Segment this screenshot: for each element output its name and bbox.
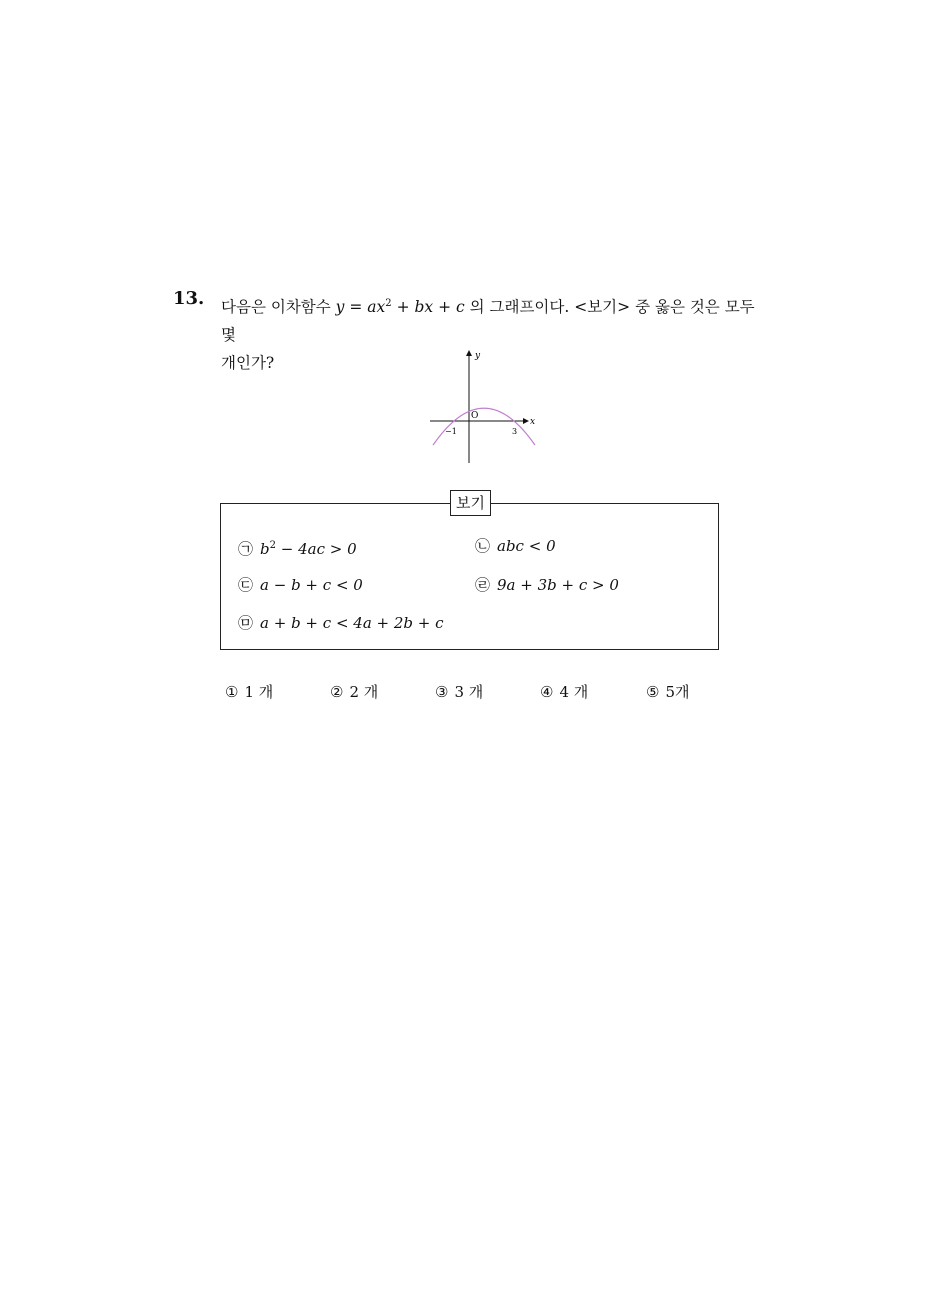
- bogi-item-2: [475, 536, 556, 556]
- item-1-sup: 2: [269, 540, 276, 551]
- parabola-graph: [420, 345, 545, 470]
- marker-rieul: ㉣: [475, 576, 491, 594]
- marker-giyeok: ㉠: [238, 540, 254, 558]
- root-left-label: −1: [445, 427, 457, 436]
- origin-label: O: [471, 411, 479, 421]
- option-2-marker: ②: [330, 683, 344, 701]
- option-3-marker: ③: [435, 683, 449, 701]
- item-4-text: 9a + 3b + c > 0: [497, 576, 619, 594]
- option-3-text: 3 개: [454, 683, 484, 701]
- bogi-item-5: [238, 613, 444, 633]
- eq-rest: + bx + c: [391, 298, 465, 317]
- option-4-text: 4 개: [559, 683, 589, 701]
- stem-before: 다음은 이차함수: [221, 298, 336, 317]
- item-2-text: abc < 0: [497, 537, 556, 555]
- eq-exponent: 2: [385, 298, 392, 309]
- item-1-post: − 4ac > 0: [276, 540, 357, 558]
- option-5-marker: ⑤: [646, 683, 660, 701]
- option-1-text: 1 개: [244, 683, 274, 701]
- x-axis-label: x: [530, 417, 536, 427]
- root-right-label: 3: [512, 427, 518, 436]
- option-4[interactable]: [540, 682, 588, 702]
- bogi-item-1: [238, 536, 357, 559]
- stem-after: 의 그래프이다. <보기> 중 옳은 것은 모두 몇: [221, 298, 755, 345]
- y-axis-label: y: [475, 351, 481, 361]
- option-1-marker: ①: [225, 683, 239, 701]
- bogi-item-3: [238, 575, 363, 595]
- item-1-pre: b: [260, 540, 270, 558]
- stem-line2: 개인가?: [221, 354, 275, 373]
- question-number: 13.: [173, 288, 205, 309]
- marker-mieum: ㉤: [238, 614, 254, 632]
- option-4-marker: ④: [540, 683, 554, 701]
- eq-eq: =: [344, 298, 368, 317]
- eq-lhs: y: [335, 298, 345, 317]
- option-5[interactable]: [646, 682, 690, 702]
- item-3-text: a − b + c < 0: [260, 576, 363, 594]
- option-5-text: 5개: [665, 683, 690, 701]
- marker-digeut: ㉢: [238, 576, 254, 594]
- bogi-item-4: [475, 575, 619, 595]
- option-2-text: 2 개: [349, 683, 379, 701]
- option-1[interactable]: [225, 682, 273, 702]
- option-3[interactable]: [435, 682, 483, 702]
- eq-a: ax: [367, 298, 386, 317]
- option-2[interactable]: [330, 682, 378, 702]
- marker-nieun: ㉡: [475, 537, 491, 555]
- item-5-text: a + b + c < 4a + 2b + c: [260, 614, 444, 632]
- bogi-title: 보기: [450, 490, 491, 516]
